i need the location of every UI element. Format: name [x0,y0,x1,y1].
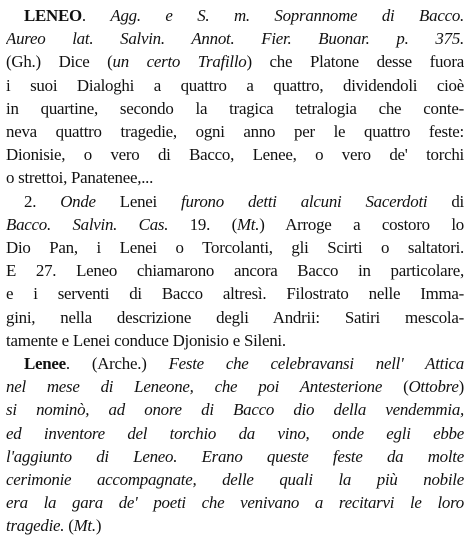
headword: Lenee [24,354,66,374]
text-run: tamente e Lenei conduce Djonisio e Sileni. [6,330,286,350]
text-run: 2. [24,191,61,211]
text-run: ed inventore del torchio da vino, onde egli ebbe [6,423,464,443]
text-run: ( [382,377,409,397]
text-run: Dio Pan, i Lenei o Torcolanti, gli Scirti o saltatori. [6,238,464,258]
text-run: Onde [60,191,96,211]
text-run: i suoi Dialoghi a quattro a quattro, dividendoli cioè [6,75,464,95]
text-run: o strettoi, Panatenee,... [6,168,154,188]
text-run: ) [458,377,464,397]
text-line [6,282,464,305]
text-run: l'aggiunto di Leneo. Erano queste feste da molte [6,446,464,466]
text-line [6,4,464,27]
text-run: (Gh.) Dice ( [6,52,113,72]
text-run: cerimonie accompagnate, delle quali la più nobile [6,470,464,490]
text-line [6,422,464,445]
text-line [6,491,464,514]
text-run: si nominò, ad onore di Bacco dio della vendemmia, [6,400,464,420]
text-run: in quartine, secondo la tragica tetralogia che conte- [6,98,464,118]
text-line [6,352,464,375]
text-run: Agg. e S. m. Soprannome di Bacco. [110,6,464,25]
text-run: ( [68,516,74,536]
text-run: Ottobre [408,377,459,397]
text-line [6,213,464,236]
text-line [6,166,464,189]
text-run: E 27. Leneo chiamarono ancora Bacco in particolare, [6,261,464,281]
text-run: ) Arroge a costoro lo [259,214,464,234]
text-run: di [427,191,464,211]
text-run: 19. ( [168,214,237,234]
text-line [6,306,464,329]
text-run: neva quattro tragedie, ogni anno per le quattro feste: [6,122,464,142]
text-line [6,74,464,97]
headword: LENEO [24,6,82,25]
text-run: nel mese di Leneone, che poi Antesterione [6,377,383,397]
text-run: Mt. [73,516,96,536]
text-run: . (Arche.) [65,354,169,374]
text-line [6,50,464,73]
text-line [6,445,464,468]
text-line [6,329,464,352]
text-run: Mt. [236,214,260,234]
text-line [6,143,464,166]
dictionary-entry [6,352,464,538]
text-run: Bacco. Salvin. Cas. [6,214,169,234]
text-run: e i serventi di Bacco altresì. Filostrato nelle Imma- [6,284,464,304]
text-line [6,27,464,50]
text-line [6,236,464,259]
text-run: Feste che celebravansi nell' Attica [168,354,464,374]
text-line [6,120,464,143]
text-run: Lenei [95,191,182,211]
text-line [6,468,464,491]
text-run: un certo Trafillo [112,52,247,72]
text-run: tragedie. [6,516,69,536]
text-line [6,97,464,120]
text-line [6,514,464,537]
text-line [6,190,464,213]
text-line [6,375,464,398]
text-run: era la gara de' poeti che venivano a recitarvi le loro [6,493,464,513]
text-run: . [81,6,111,25]
text-line [6,398,464,421]
text-run: Dionisie, o vero di Bacco, Lenee, o vero de' torchi [6,145,464,165]
dictionary-entry [6,190,464,352]
text-run: Aureo lat. Salvin. Annot. Fier. Buonar. p. 375. [6,29,464,49]
dictionary-entry [6,4,464,190]
text-line [6,259,464,282]
text-run: ) che Platone desse fuora [246,52,464,72]
text-run: gini, nella descrizione degli Andrii: Satiri mescola- [6,307,464,327]
text-run: ) [95,516,102,536]
text-run: furono detti alcuni Sacerdoti [181,191,428,211]
